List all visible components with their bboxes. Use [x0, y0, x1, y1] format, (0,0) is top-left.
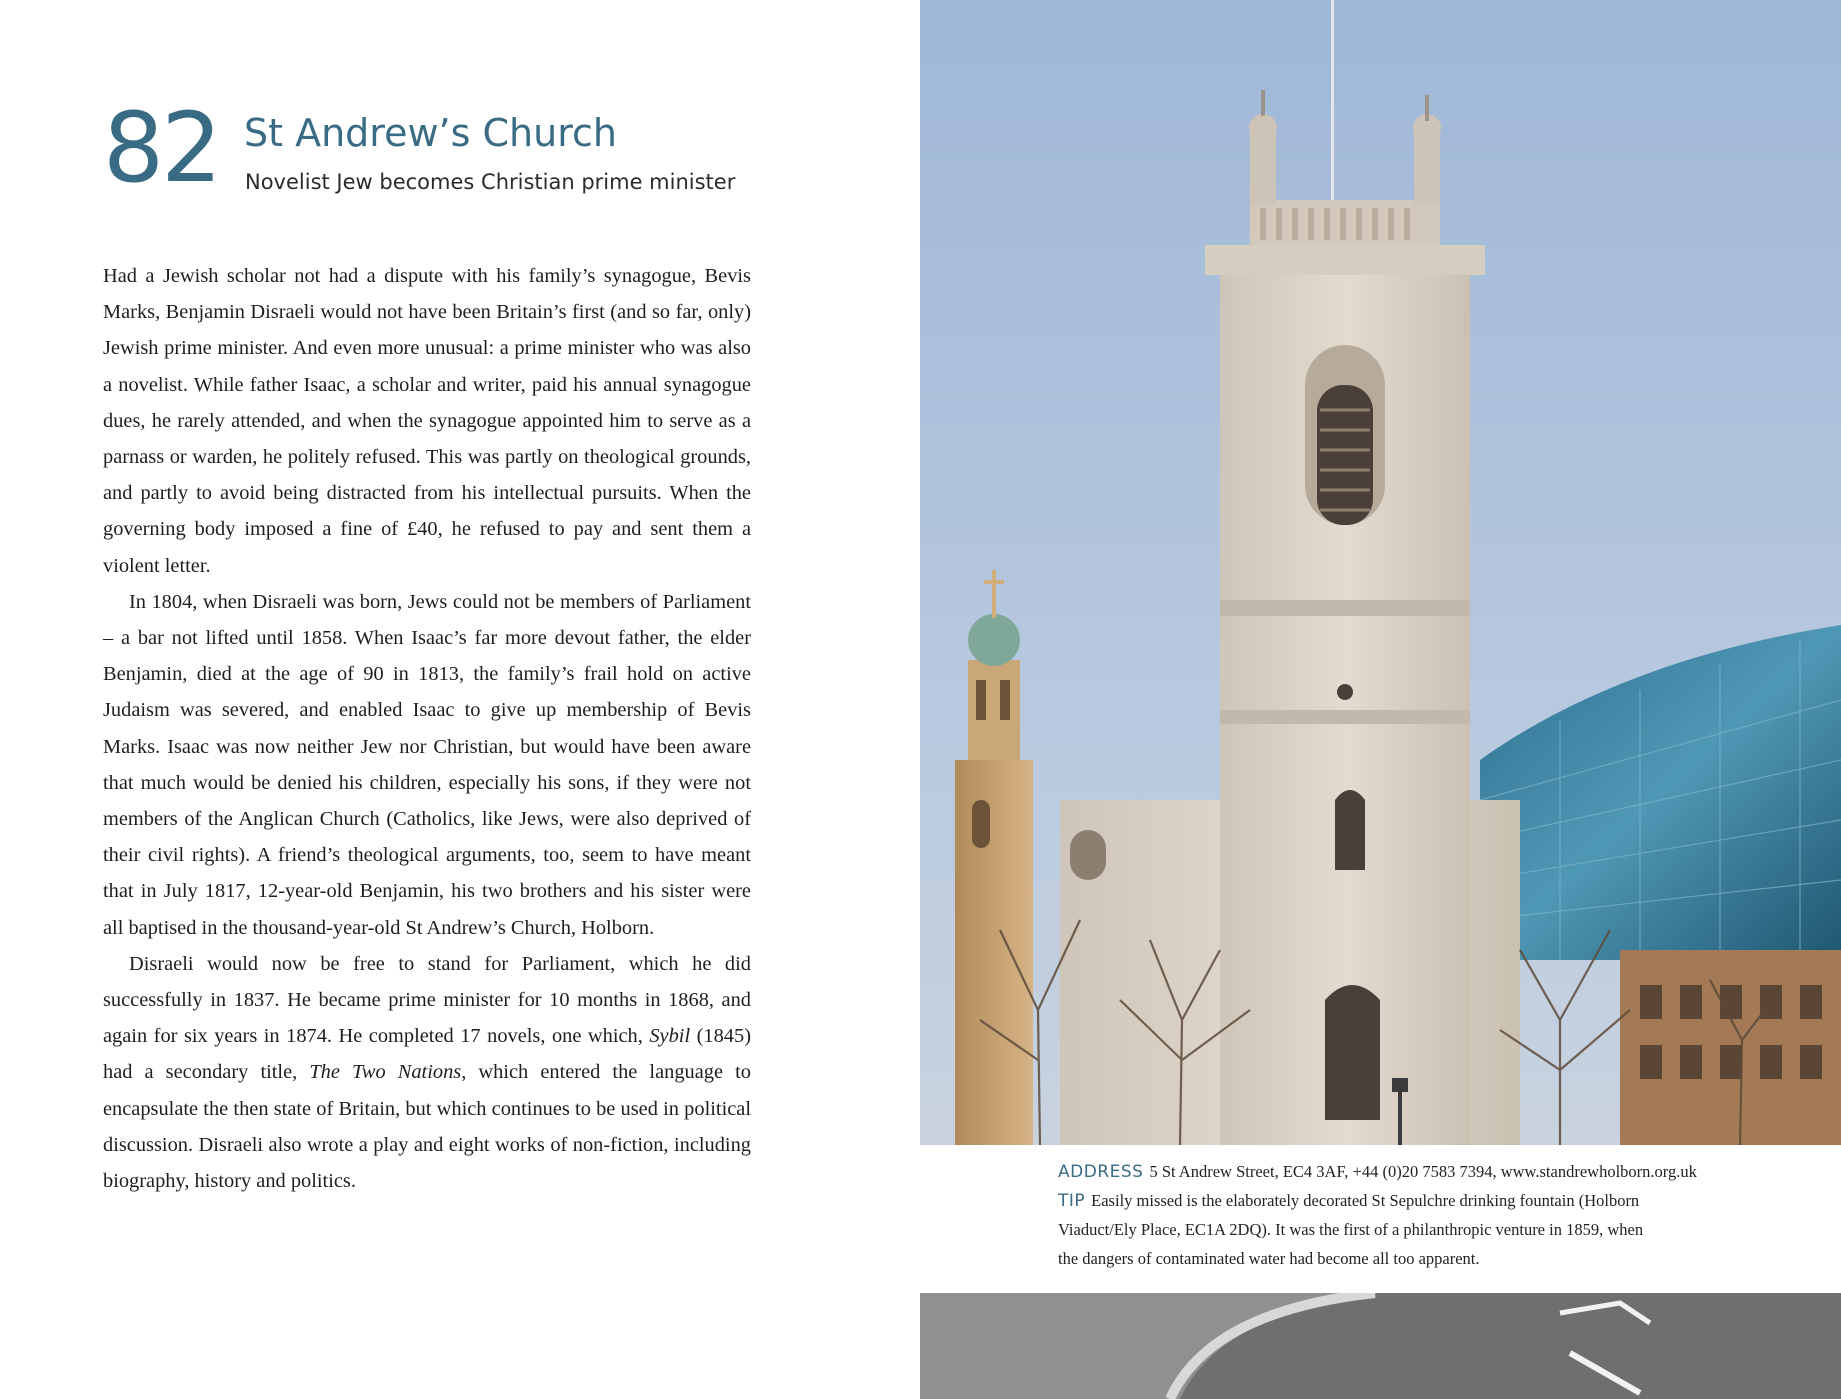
tip-line-3: the dangers of contaminated water had become all too apparent. — [1058, 1249, 1480, 1268]
entry-subtitle: Novelist Jew becomes Christian prime minister — [245, 170, 736, 194]
body-text — [103, 258, 751, 1199]
right-page — [920, 0, 1841, 1399]
paragraph-3-start: Disraeli would now be free to stand for Parliament, which he did successfully in 1837. He became prime minister for 10 months in 1868, and again for six years in 1874. He completed 17 novels, one which, — [103, 952, 751, 1048]
address-line — [1058, 1157, 1818, 1187]
body-paragraph-2: In 1804, when Disraeli was born, Jews could not be members of Parliament – a bar not lifted until 1858. When Isaac’s far more devout father, the elder Benjamin, died at the age of 90 in 1813, the family’s frail hold on active Judaism was severed, and enabled Isaac to give up membership of Bevis Marks. Isaac was now neither Jew nor Christian, but would have been aware that much would be denied his children, especially his sons, if they were not members of the Anglican Church (Catholics, like Jews, were also deprived of their civil rights). A friend’s theological arguments, too, seem to have meant that in July 1817, 12-year-old Benjamin, his two brothers and his sister were all baptised in the thousand-year-old St Andrew’s Church, Holborn. — [103, 590, 751, 939]
book-title-sybil: Sybil — [649, 1025, 691, 1048]
book-title-two-nations: The Two Nations — [309, 1061, 462, 1084]
entry-header — [103, 92, 863, 208]
tip-text-1: Easily missed is the elaborately decorated St Sepulchre drinking fountain (Holborn — [1091, 1191, 1640, 1210]
road-photo-illustration — [920, 1293, 1841, 1399]
address-text: 5 St Andrew Street, EC4 3AF, +44 (0)20 7583 7394, www.standrewholborn.org.uk — [1149, 1162, 1697, 1181]
church-photo — [920, 0, 1841, 1145]
entry-number: 82 — [103, 92, 220, 204]
paragraph-3-end: , which entered the language to encapsulate the then state of Britain, but which continues to be used in political discussion. Disraeli also wrote a play and eight works of non-fiction, including biography, history and politics. — [103, 1061, 751, 1193]
caption-block — [920, 1145, 1841, 1293]
entry-title: St Andrew’s Church — [244, 111, 617, 155]
paragraph-3-mid: (1845) had a secondary title, — [103, 1025, 751, 1084]
body-paragraph-1: Had a Jewish scholar not had a dispute with his family’s synagogue, Bevis Marks, Benjamin Disraeli would not have been Britain’s first (and so far, only) Jewish prime minister. And even more unusual: a prime minister who was also a novelist. While father Isaac, a scholar and writer, paid his annual synagogue dues, he rarely attended, and when the synagogue appointed him to serve as a parnass or warden, he politely refused. This was partly on theological grounds, and partly to avoid being distracted from his intellectual pursuits. When the governing body imposed a fine of £40, he refused to pay and sent them a violent letter. — [103, 265, 751, 577]
tip-line-1 — [1058, 1186, 1818, 1216]
road-photo — [920, 1293, 1841, 1399]
tip-line-2: Viaduct/Ely Place, EC1A 2DQ). It was the first of a philanthropic venture in 1859, when — [1058, 1220, 1644, 1239]
church-photo-illustration — [920, 0, 1841, 1145]
address-label: ADDRESS — [1058, 1162, 1144, 1182]
left-page — [0, 0, 920, 1399]
body-paragraph-3 — [103, 946, 751, 1199]
tip-label: TIP — [1058, 1191, 1086, 1211]
